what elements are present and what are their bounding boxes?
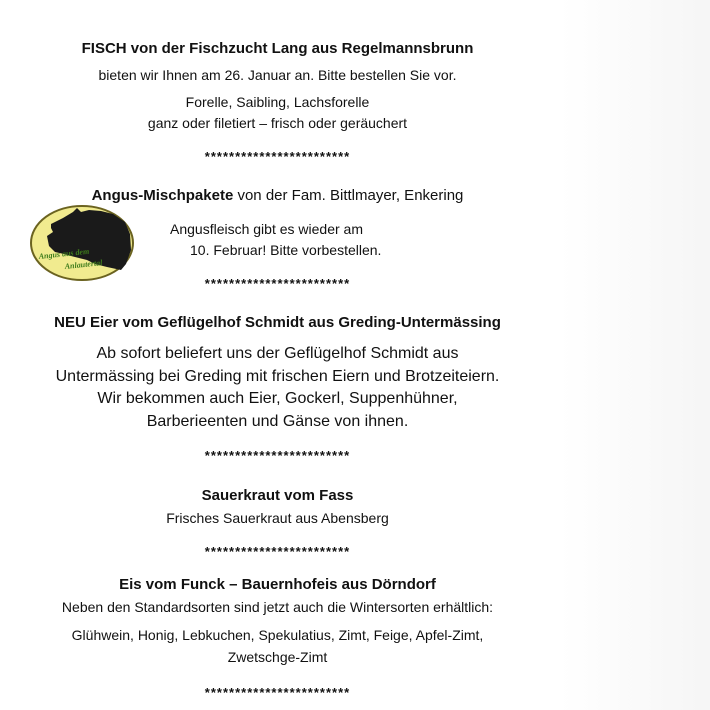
separator-2: ************************ [204,276,351,291]
sauerkraut-text-line-1: Frisches Sauerkraut aus Abensberg [166,510,389,526]
angus-title-rest: von der Fam. Bittlmayer, Enkering [233,187,464,204]
separator-4: ************************ [204,544,351,559]
page-edge-shadow [560,0,710,710]
eier-text-line-3: Wir bekommen auch Eier, Gockerl, Suppenhühner, [97,390,458,407]
fisch-text-line-1: bieten wir Ihnen am 26. Januar an. Bitte bestellen Sie vor. [98,67,457,83]
logo-text-2: Anlautertal [64,258,103,271]
fisch-text-line-3: ganz oder filetiert – frisch oder geräuchert [147,115,408,131]
eis-text-line-1: Neben den Standardsorten sind jetzt auch die Wintersorten erhältlich: [61,599,494,615]
sauerkraut-title: Sauerkraut vom Fass [201,487,354,504]
eis-text-line-2: Glühwein, Honig, Lebkuchen, Spekulatius, Zimt, Feige, Apfel-Zimt, [71,627,484,643]
eier-title: NEU Eier vom Geflügelhof Schmidt aus Greding-Untermässing [54,314,501,331]
angus-title [0,188,555,203]
fisch-title: FISCH von der Fischzucht Lang aus Regelmannsbrunn [81,40,474,57]
separator-3: ************************ [204,448,351,463]
fisch-text-line-2: Forelle, Saibling, Lachsforelle [185,94,370,110]
eier-text-line-4: Barberieenten und Gänse von ihnen. [146,413,409,430]
eier-text-line-2: Untermässing bei Greding mit frischen Eiern und Brotzeiteiern. [55,368,500,385]
separator-5: ************************ [204,685,351,700]
eis-title: Eis vom Funck – Bauernhofeis aus Dörndorf [119,576,436,593]
eier-text-line-1: Ab sofort beliefert uns der Geflügelhof Schmidt aus [96,345,459,362]
eis-text-line-3: Zwetschge-Zimt [227,649,328,665]
angus-text-line-2: 10. Februar! Bitte vorbestellen. [190,242,382,258]
angus-logo [29,204,135,282]
angus-text-line-1: Angusfleisch gibt es wieder am [170,221,363,237]
separator-1: ************************ [204,149,351,164]
logo-text-1: Angus aus dem [38,246,90,261]
angus-title-bold: Angus-Mischpakete [91,187,234,204]
